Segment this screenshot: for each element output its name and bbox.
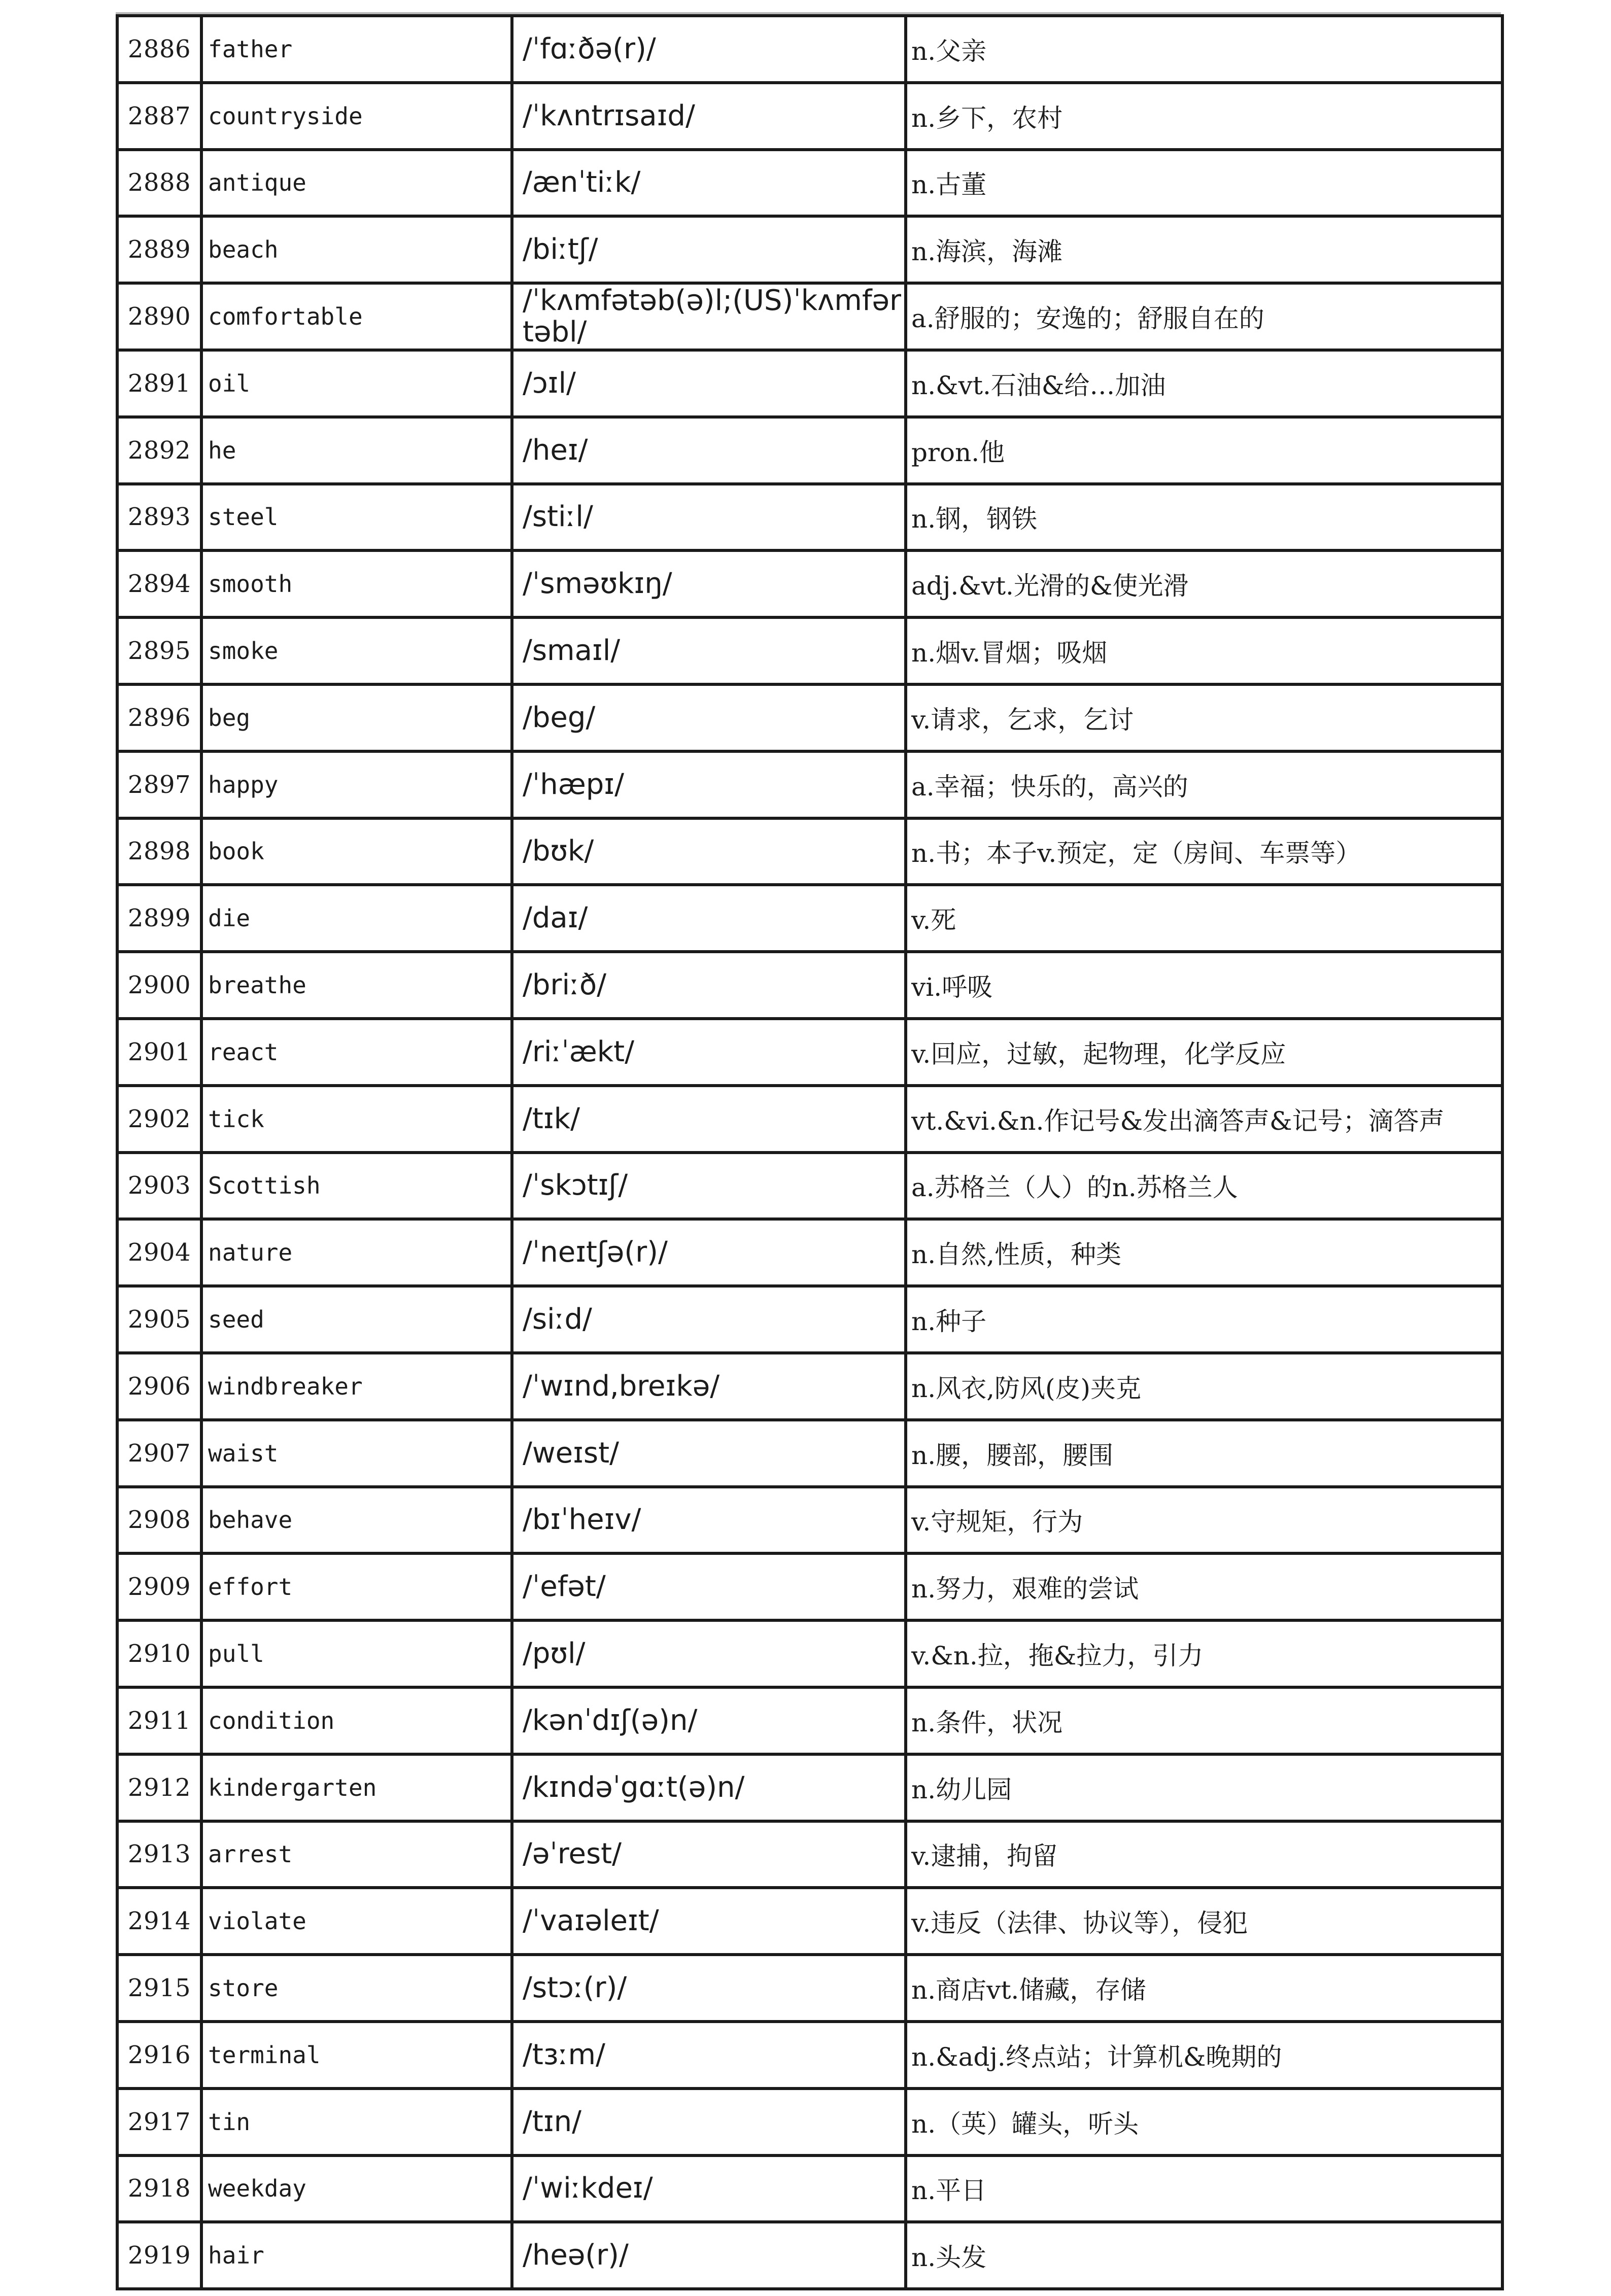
entry-number: 2892: [117, 417, 201, 484]
entry-word: smoke: [201, 617, 512, 684]
entry-word: store: [201, 1955, 512, 2022]
entry-pronunciation: /siːd/: [512, 1286, 906, 1353]
table-row: [117, 283, 1502, 350]
entry-word: die: [201, 885, 512, 952]
entry-number: 2904: [117, 1219, 201, 1286]
entry-definition: n.&adj.终点站；计算机&晚期的: [906, 2022, 1502, 2089]
entry-definition: n.乡下，农村: [906, 83, 1502, 150]
table-row: [117, 1019, 1502, 1086]
entry-word: breathe: [201, 952, 512, 1019]
entry-number: 2899: [117, 885, 201, 952]
table-row: [117, 2089, 1502, 2155]
table-row: [117, 2155, 1502, 2222]
entry-definition: v.死: [906, 885, 1502, 952]
entry-definition: v.回应，过敏，起物理，化学反应: [906, 1019, 1502, 1086]
table-row: [117, 1420, 1502, 1487]
table-row: [117, 2022, 1502, 2089]
entry-definition: v.守规矩，行为: [906, 1487, 1502, 1554]
entry-number: 2905: [117, 1286, 201, 1353]
entry-word: weekday: [201, 2155, 512, 2222]
entry-word: happy: [201, 751, 512, 818]
entry-number: 2893: [117, 484, 201, 551]
entry-definition: v.违反（法律、协议等），侵犯: [906, 1888, 1502, 1955]
entry-pronunciation: /biːtʃ/: [512, 216, 906, 283]
vocabulary-table: [116, 14, 1504, 2290]
table-row: [117, 1153, 1502, 1220]
entry-pronunciation: /tɪk/: [512, 1086, 906, 1153]
table-row: [117, 550, 1502, 617]
entry-number: 2890: [117, 283, 201, 350]
entry-definition: a.幸福；快乐的，高兴的: [906, 751, 1502, 818]
table-row: [117, 2222, 1502, 2289]
entry-number: 2895: [117, 617, 201, 684]
entry-number: 2897: [117, 751, 201, 818]
entry-pronunciation: /ˈkʌmfətəb(ə)l;(US)ˈkʌmfərtəbl/: [512, 283, 906, 350]
entry-word: beach: [201, 216, 512, 283]
entry-pronunciation: /əˈrest/: [512, 1821, 906, 1888]
entry-number: 2901: [117, 1019, 201, 1086]
entry-definition: adj.&vt.光滑的&使光滑: [906, 550, 1502, 617]
entry-word: father: [201, 16, 512, 83]
entry-number: 2891: [117, 350, 201, 417]
entry-word: steel: [201, 484, 512, 551]
entry-pronunciation: /ˈvaɪəleɪt/: [512, 1888, 906, 1955]
table-row: [117, 617, 1502, 684]
entry-word: nature: [201, 1219, 512, 1286]
table-row: [117, 150, 1502, 217]
entry-definition: v.请求，乞求，乞讨: [906, 684, 1502, 751]
entry-word: pull: [201, 1620, 512, 1687]
entry-word: terminal: [201, 2022, 512, 2089]
entry-word: oil: [201, 350, 512, 417]
entry-number: 2909: [117, 1553, 201, 1620]
table-row: [117, 1353, 1502, 1420]
entry-pronunciation: /heɪ/: [512, 417, 906, 484]
entry-word: he: [201, 417, 512, 484]
entry-definition: n.父亲: [906, 16, 1502, 83]
entry-number: 2902: [117, 1086, 201, 1153]
entry-number: 2887: [117, 83, 201, 150]
table-row: [117, 350, 1502, 417]
entry-definition: n.腰，腰部，腰围: [906, 1420, 1502, 1487]
entry-number: 2919: [117, 2222, 201, 2289]
entry-number: 2906: [117, 1353, 201, 1420]
entry-word: antique: [201, 150, 512, 217]
table-row: [117, 1286, 1502, 1353]
entry-word: hair: [201, 2222, 512, 2289]
entry-pronunciation: /briːð/: [512, 952, 906, 1019]
table-row: [117, 751, 1502, 818]
entry-definition: n.幼儿园: [906, 1754, 1502, 1821]
entry-definition: n.条件，状况: [906, 1687, 1502, 1754]
entry-definition: n.烟v.冒烟；吸烟: [906, 617, 1502, 684]
entry-word: Scottish: [201, 1153, 512, 1220]
entry-number: 2911: [117, 1687, 201, 1754]
entry-number: 2889: [117, 216, 201, 283]
entry-pronunciation: /stiːl/: [512, 484, 906, 551]
table-row: [117, 1620, 1502, 1687]
table-row: [117, 83, 1502, 150]
entry-pronunciation: /riːˈækt/: [512, 1019, 906, 1086]
entry-word: tick: [201, 1086, 512, 1153]
entry-number: 2917: [117, 2089, 201, 2155]
entry-pronunciation: /weɪst/: [512, 1420, 906, 1487]
entry-word: tin: [201, 2089, 512, 2155]
table-row: [117, 417, 1502, 484]
entry-pronunciation: /beg/: [512, 684, 906, 751]
entry-word: smooth: [201, 550, 512, 617]
entry-number: 2915: [117, 1955, 201, 2022]
entry-number: 2912: [117, 1754, 201, 1821]
table-row: [117, 818, 1502, 885]
entry-pronunciation: /ˈsməʊkɪŋ/: [512, 550, 906, 617]
entry-definition: a.舒服的；安逸的；舒服自在的: [906, 283, 1502, 350]
entry-pronunciation: /ˈwiːkdeɪ/: [512, 2155, 906, 2222]
entry-definition: n.钢，钢铁: [906, 484, 1502, 551]
table-row: [117, 1219, 1502, 1286]
entry-definition: vt.&vi.&n.作记号&发出滴答声&记号；滴答声: [906, 1086, 1502, 1153]
entry-pronunciation: /bɪˈheɪv/: [512, 1487, 906, 1554]
entry-pronunciation: /heə(r)/: [512, 2222, 906, 2289]
entry-definition: n.古董: [906, 150, 1502, 217]
entry-pronunciation: /ˈkʌntrɪsaɪd/: [512, 83, 906, 150]
table-row: [117, 484, 1502, 551]
entry-definition: n.海滨，海滩: [906, 216, 1502, 283]
entry-definition: a.苏格兰（人）的n.苏格兰人: [906, 1153, 1502, 1220]
entry-definition: vi.呼吸: [906, 952, 1502, 1019]
entry-word: book: [201, 818, 512, 885]
entry-number: 2894: [117, 550, 201, 617]
entry-definition: n.平日: [906, 2155, 1502, 2222]
entry-number: 2914: [117, 1888, 201, 1955]
entry-pronunciation: /ˈskɔtɪʃ/: [512, 1153, 906, 1220]
table-row: [117, 1687, 1502, 1754]
entry-number: 2908: [117, 1487, 201, 1554]
entry-pronunciation: /stɔː(r)/: [512, 1955, 906, 2022]
entry-word: condition: [201, 1687, 512, 1754]
entry-pronunciation: /ɔɪl/: [512, 350, 906, 417]
entry-number: 2900: [117, 952, 201, 1019]
entry-pronunciation: /daɪ/: [512, 885, 906, 952]
entry-definition: v.&n.拉，拖&拉力，引力: [906, 1620, 1502, 1687]
table-row: [117, 16, 1502, 83]
entry-pronunciation: /kənˈdɪʃ(ə)n/: [512, 1687, 906, 1754]
entry-word: countryside: [201, 83, 512, 150]
entry-definition: v.逮捕，拘留: [906, 1821, 1502, 1888]
entry-pronunciation: /tɪn/: [512, 2089, 906, 2155]
table-row: [117, 1553, 1502, 1620]
entry-pronunciation: /ˈwɪnd,breɪkə/: [512, 1353, 906, 1420]
entry-definition: n.（英）罐头，听头: [906, 2089, 1502, 2155]
entry-number: 2898: [117, 818, 201, 885]
entry-word: react: [201, 1019, 512, 1086]
entry-pronunciation: /ˈhæpɪ/: [512, 751, 906, 818]
table-row: [117, 1888, 1502, 1955]
entry-pronunciation: /kɪndəˈgɑːt(ə)n/: [512, 1754, 906, 1821]
entry-number: 2886: [117, 16, 201, 83]
entry-definition: n.风衣,防风(皮)夹克: [906, 1353, 1502, 1420]
entry-number: 2907: [117, 1420, 201, 1487]
entry-number: 2918: [117, 2155, 201, 2222]
entry-word: waist: [201, 1420, 512, 1487]
table-row: [117, 1487, 1502, 1554]
entry-pronunciation: /ˈfɑːðə(r)/: [512, 16, 906, 83]
entry-definition: pron.他: [906, 417, 1502, 484]
table-row: [117, 1086, 1502, 1153]
entry-number: 2896: [117, 684, 201, 751]
entry-word: comfortable: [201, 283, 512, 350]
table-row: [117, 885, 1502, 952]
entry-pronunciation: /ænˈtiːk/: [512, 150, 906, 217]
table-row: [117, 1754, 1502, 1821]
entry-word: effort: [201, 1553, 512, 1620]
entry-pronunciation: /ˈefət/: [512, 1553, 906, 1620]
entry-definition: n.&vt.石油&给…加油: [906, 350, 1502, 417]
table-row: [117, 684, 1502, 751]
entry-word: beg: [201, 684, 512, 751]
entry-number: 2916: [117, 2022, 201, 2089]
entry-word: seed: [201, 1286, 512, 1353]
table-row: [117, 1955, 1502, 2022]
entry-word: kindergarten: [201, 1754, 512, 1821]
table-row: [117, 1821, 1502, 1888]
entry-definition: n.商店vt.储藏，存储: [906, 1955, 1502, 2022]
entry-pronunciation: /smaɪl/: [512, 617, 906, 684]
entry-word: arrest: [201, 1821, 512, 1888]
entry-number: 2913: [117, 1821, 201, 1888]
entry-definition: n.头发: [906, 2222, 1502, 2289]
entry-number: 2910: [117, 1620, 201, 1687]
entry-word: violate: [201, 1888, 512, 1955]
table-row: [117, 216, 1502, 283]
entry-number: 2888: [117, 150, 201, 217]
vocabulary-sheet: [116, 12, 1501, 2296]
entry-word: windbreaker: [201, 1353, 512, 1420]
vocabulary-table-body: [117, 16, 1502, 2289]
entry-pronunciation: /ˈneɪtʃə(r)/: [512, 1219, 906, 1286]
entry-definition: n.努力，艰难的尝试: [906, 1553, 1502, 1620]
entry-word: behave: [201, 1487, 512, 1554]
entry-pronunciation: /tɜːm/: [512, 2022, 906, 2089]
entry-definition: n.书；本子v.预定，定（房间、车票等）: [906, 818, 1502, 885]
entry-number: 2903: [117, 1153, 201, 1220]
entry-pronunciation: /pʊl/: [512, 1620, 906, 1687]
entry-definition: n.自然,性质，种类: [906, 1219, 1502, 1286]
table-row: [117, 952, 1502, 1019]
entry-pronunciation: /bʊk/: [512, 818, 906, 885]
entry-definition: n.种子: [906, 1286, 1502, 1353]
